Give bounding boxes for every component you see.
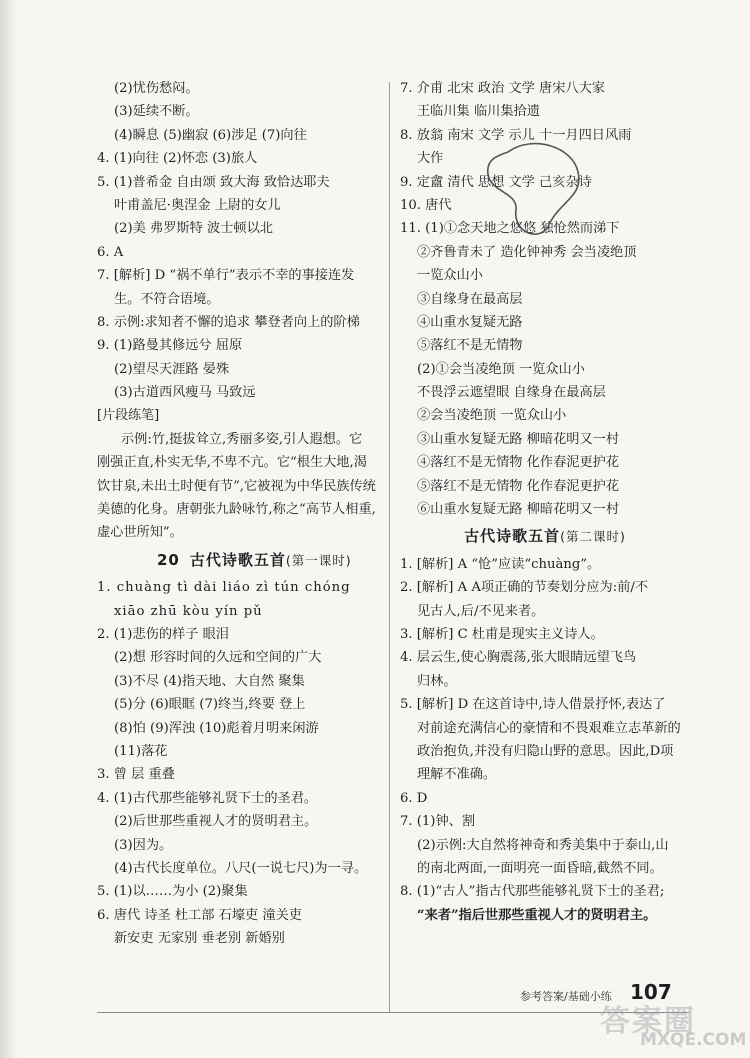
- answer-line: 7. (1)钟、割: [400, 814, 476, 830]
- answer-line: 7. 介甫 北宋 政治 文学 唐宋八大家: [400, 81, 605, 96]
- answer-line: 8. 放翁 南宋 文学 示儿 十一月四日风雨: [400, 127, 632, 143]
- ink-scribble-mark: [478, 132, 588, 242]
- answer-line: 4. (1)向往 (2)怀恋 (3)旅人: [97, 151, 258, 167]
- answer-line: 生。不符合语境。: [114, 291, 220, 307]
- answer-line: “来者”指后世那些重视人才的贤明君主。: [417, 907, 657, 923]
- answer-line: 见古人,后/不见来者。: [417, 603, 545, 619]
- answer-line: xiāo zhū kòu yín pǔ: [114, 603, 263, 619]
- answer-line: 6. 唐代 诗圣 杜工部 石壕吏 潼关吏: [97, 907, 302, 923]
- answer-line: (3)延续不断。: [114, 104, 199, 120]
- watermark-url: MXQE.COM: [640, 1030, 747, 1050]
- answer-line: (2)后世那些重视人才的贤明君主。: [114, 814, 318, 830]
- answer-line: (8)怕 (9)浑浊 (10)彪着月明来闲游: [114, 720, 319, 736]
- answer-line: (2)忧伤愁闷。: [114, 81, 199, 96]
- answer-line: 9. 定盦 清代 思想 文学 己亥杂诗: [400, 174, 592, 190]
- answer-line: 2. [解析] A A项正确的节奏划分应为:前/不: [400, 580, 649, 596]
- answer-line: 虚心世所知”。: [97, 525, 183, 541]
- answer-line: 一览众山小: [417, 268, 483, 284]
- answer-line: 示例:竹,挺拔耸立,秀丽多姿,引人遐想。它: [121, 431, 363, 447]
- answer-line: (2)想 形容时间的久远和空间的广大: [114, 650, 322, 666]
- answer-line: 不畏浮云遮望眼 自缘身在最高层: [417, 385, 606, 401]
- answer-line: (4)古代长度单位。八尺(一说七尺)为一寻。: [114, 860, 368, 876]
- answer-line: 王临川集 临川集拾遗: [417, 104, 540, 120]
- answer-line: (2)美 弗罗斯特 波士顿以北: [114, 221, 273, 237]
- lesson-title: 古代诗歌五首: [189, 550, 286, 569]
- left-column: [97, 77, 383, 950]
- answer-line: 1. chuàng tì dài liáo zì tún chóng: [97, 580, 351, 596]
- answer-line: (5)分 (6)眼眶 (7)终当,终要 登上: [114, 697, 306, 713]
- answer-line: 5. [解析] D 在这首诗中,诗人借景抒怀,表达了: [400, 697, 666, 713]
- answer-line: 6. D: [400, 790, 428, 806]
- answer-line: ⑤落红不是无情物 化作春泥更护花: [417, 478, 620, 494]
- answer-line: ④落红不是无情物 化作春泥更护花: [417, 455, 620, 471]
- answer-line: 政治抱负,并没有归隐山野的意思。因此,D项: [417, 743, 674, 759]
- lesson-subtitle: (第二课时): [560, 529, 626, 545]
- lesson-number: 20: [157, 550, 180, 569]
- answer-line: 2. (1)悲伤的样子 眼泪: [97, 626, 229, 642]
- answer-line: 4. (1)古代那些能够礼贤下士的圣君。: [97, 790, 318, 806]
- answer-line: 7. [解析] D “祸不单行”表示不幸的事接连发: [97, 268, 355, 284]
- answer-line: ②会当凌绝顶 一览众山小: [417, 408, 567, 424]
- answer-line: 11. (1)①念天地之悠悠 独怆然而涕下: [400, 221, 620, 237]
- answer-line: ⑤落红不是无情物: [417, 338, 523, 354]
- answer-line: 3. 曾 层 重叠: [97, 767, 175, 783]
- section-heading: [97, 549, 383, 572]
- answer-line: (11)落花: [114, 743, 168, 759]
- answer-line: 大作: [417, 151, 444, 167]
- answer-line: 10. 唐代: [400, 197, 452, 213]
- answer-line: (2)望尽天涯路 晏殊: [114, 361, 230, 377]
- answer-line: 刚强正直,朴实无华,不卑不亢。它“根生大地,渴: [97, 455, 367, 471]
- answer-line: ⑥山重水复疑无路 柳暗花明又一村: [417, 502, 620, 518]
- answer-line: (2)示例:大自然将神奇和秀美集中于泰山,山: [417, 837, 669, 853]
- answer-line: 1. [解析] A “怆”应读“chuàng”。: [400, 556, 601, 572]
- answer-line: 5. (1)普希金 自由颂 致大海 致恰达耶夫: [97, 174, 330, 190]
- answer-line: 5. (1)以……为小 (2)聚集: [97, 884, 248, 900]
- answer-line: 4. 层云生,使心胸震荡,张大眼睛远望飞鸟: [400, 650, 637, 666]
- lesson-subtitle: (第一课时): [285, 552, 352, 568]
- answer-line: ③山重水复疑无路 柳暗花明又一村: [417, 431, 620, 447]
- answer-line: 归林。: [417, 673, 457, 689]
- answer-line: 新安吏 无家别 垂老别 新婚别: [114, 931, 285, 947]
- answer-line: 3. [解析] C 杜甫是现实主义诗人。: [400, 626, 604, 642]
- answer-line: 理解不准确。: [417, 767, 497, 783]
- answer-line: 6. A: [97, 244, 124, 260]
- section-heading: [400, 525, 690, 548]
- answer-line: 饮甘泉,未出土时便有节”,它被视为中华民族传统: [97, 478, 376, 494]
- answer-line: (4)瞬息 (5)幽寂 (6)涉足 (7)向往: [114, 127, 307, 143]
- answer-line: (3)不尽 (4)指天地、大自然 聚集: [114, 673, 305, 689]
- answer-line: 美德的化身。唐朝张九龄咏竹,称之“高节人相重,: [97, 502, 376, 518]
- answer-line: 叶甫盖尼·奥涅金 上尉的女儿: [114, 197, 281, 213]
- answer-line: (3)古道西风瘦马 马致远: [114, 385, 256, 401]
- footer-label: 参考答案/基础小练: [520, 990, 612, 1003]
- section-label: [片段练笔]: [97, 408, 160, 424]
- answer-line: 9. (1)路曼其修远兮 屈原: [97, 338, 243, 354]
- page-binding-edge: [0, 0, 18, 1058]
- column-divider: [389, 82, 390, 1012]
- answer-line: ④山重水复疑无路: [417, 314, 523, 330]
- answer-line: 的南北两面,一面明亮一面昏暗,截然不同。: [417, 860, 663, 876]
- answer-line: 8. (1)“古人”指古代那些能够礼贤下士的圣君;: [400, 884, 665, 900]
- answer-line: ②齐鲁青未了 造化钟神秀 会当凌绝顶: [417, 244, 637, 260]
- page-number: 107: [630, 980, 672, 1004]
- lesson-title: 古代诗歌五首: [464, 527, 561, 546]
- watermark-logo: 答案圈: [600, 1004, 696, 1039]
- answer-line: 8. 示例:求知者不懈的追求 攀登者向上的阶梯: [97, 314, 360, 330]
- answer-line: (3)因为。: [114, 837, 173, 853]
- answer-line: ③自缘身在最高层: [417, 291, 523, 307]
- answer-line: 对前途充满信心的豪情和不畏艰难立志革新的: [417, 720, 681, 736]
- answer-line: (2)①会当凌绝顶 一览众山小: [417, 361, 585, 377]
